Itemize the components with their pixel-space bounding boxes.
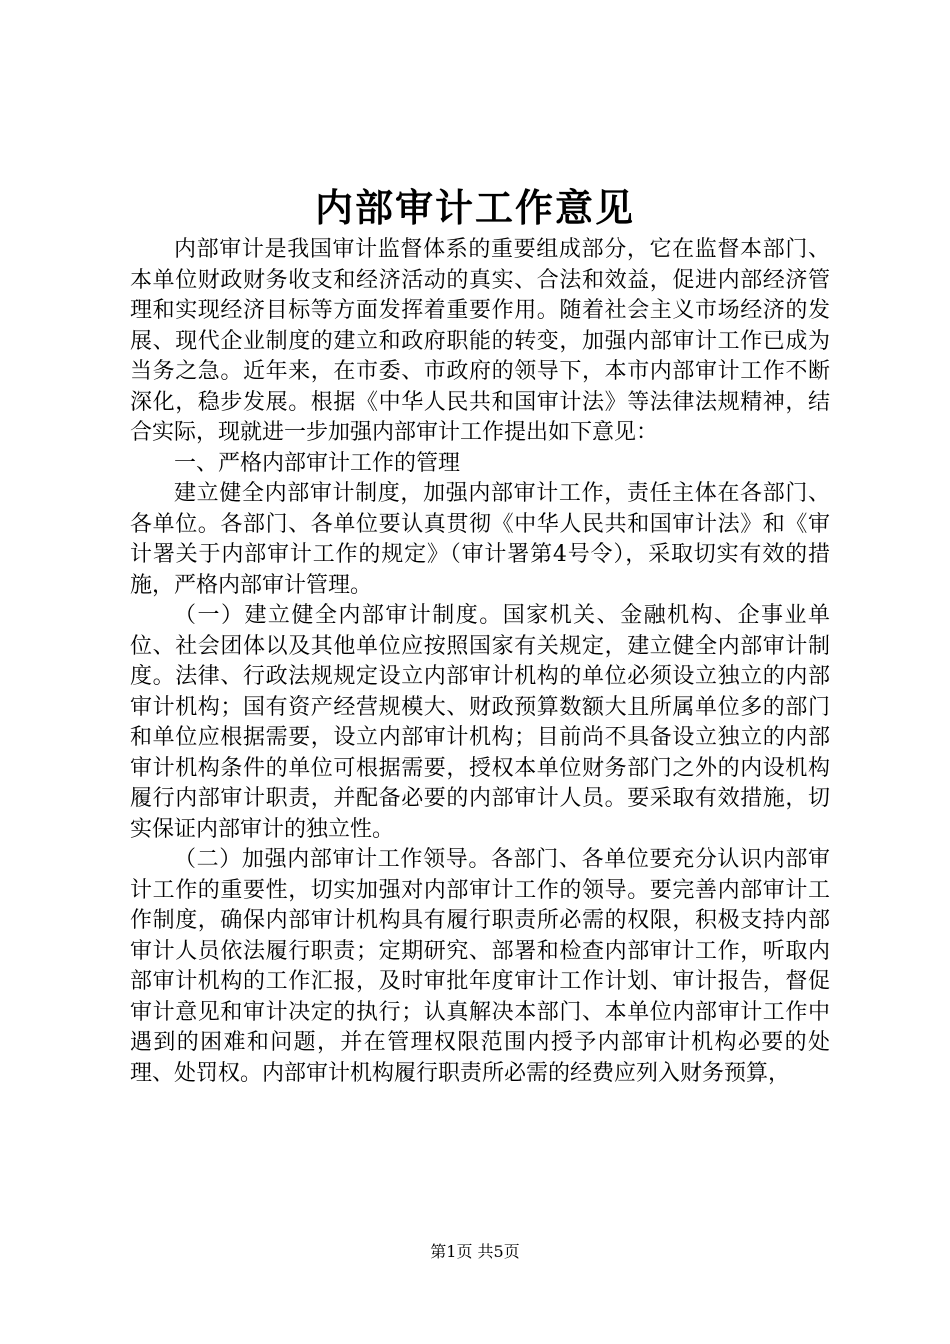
section-heading-1: 一、严格内部审计工作的管理 xyxy=(174,450,461,476)
document-body xyxy=(130,235,830,1089)
paragraph-item-2: （二）加强内部审计工作领导。各部门、各单位要充分认识内部审计工作的重要性，切实加强对内部审计工作的领导。要完善内部审计工作制度，确保内部审计机构具有履行职责所必需的权限，积极支持内部审计人员依法履行职责；定期研究、部署和检查内部审计工作，听取内部审计机构的工作汇报，及时审批年度审计工作计划、审计报告，督促审计意见和审计决定的执行；认真解决本部门、本单位内部审计工作中遇到的困难和问题，并在管理权限范围内授予内部审计机构必要的处理、处罚权。内部审计机构履行职责所必需的经费应列入财务预算， xyxy=(130,847,830,1086)
document-title: 内部审计工作意见 xyxy=(314,185,635,230)
paragraph-intro: 内部审计是我国审计监督体系的重要组成部分，它在监督本部门、本单位财政财务收支和经济活动的真实、合法和效益，促进内部经济管理和实现经济目标等方面发挥着重要作用。随着社会主义市场经济的发展、现代企业制度的建立和政府职能的转变，加强内部审计工作已成为当务之急。近年来，在市委、市政府的领导下，本市内部审计工作不断深化，稳步发展。根据《中华人民共和国审计法》等法律法规精神，结合实际，现就进一步加强内部审计工作提出如下意见： xyxy=(130,237,830,445)
page-footer: 第1页 共5页 xyxy=(430,1242,520,1261)
paragraph-item-1: （一）建立健全内部审计制度。国家机关、金融机构、企事业单位、社会团体以及其他单位应按照国家有关规定，建立健全内部审计制度。法律、行政法规规定设立内部审计机构的单位必须设立独立的内部审计机构；国有资产经营规模大、财政预算数额大且所属单位多的部门和单位应根据需要，设立内部审计机构；目前尚不具备设立独立的内部审计机构条件的单位可根据需要，授权本单位财务部门之外的内设机构履行内部审计职责，并配备必要的内部审计人员。要采取有效措施，切实保证内部审计的独立性。 xyxy=(130,603,830,842)
paragraph-section-1: 建立健全内部审计制度，加强内部审计工作，责任主体在各部门、各单位。各部门、各单位要认真贯彻《中华人民共和国审计法》和《审计署关于内部审计工作的规定》（审计署第4号令），采取切实有效的措施，严格内部审计管理。 xyxy=(130,481,830,598)
